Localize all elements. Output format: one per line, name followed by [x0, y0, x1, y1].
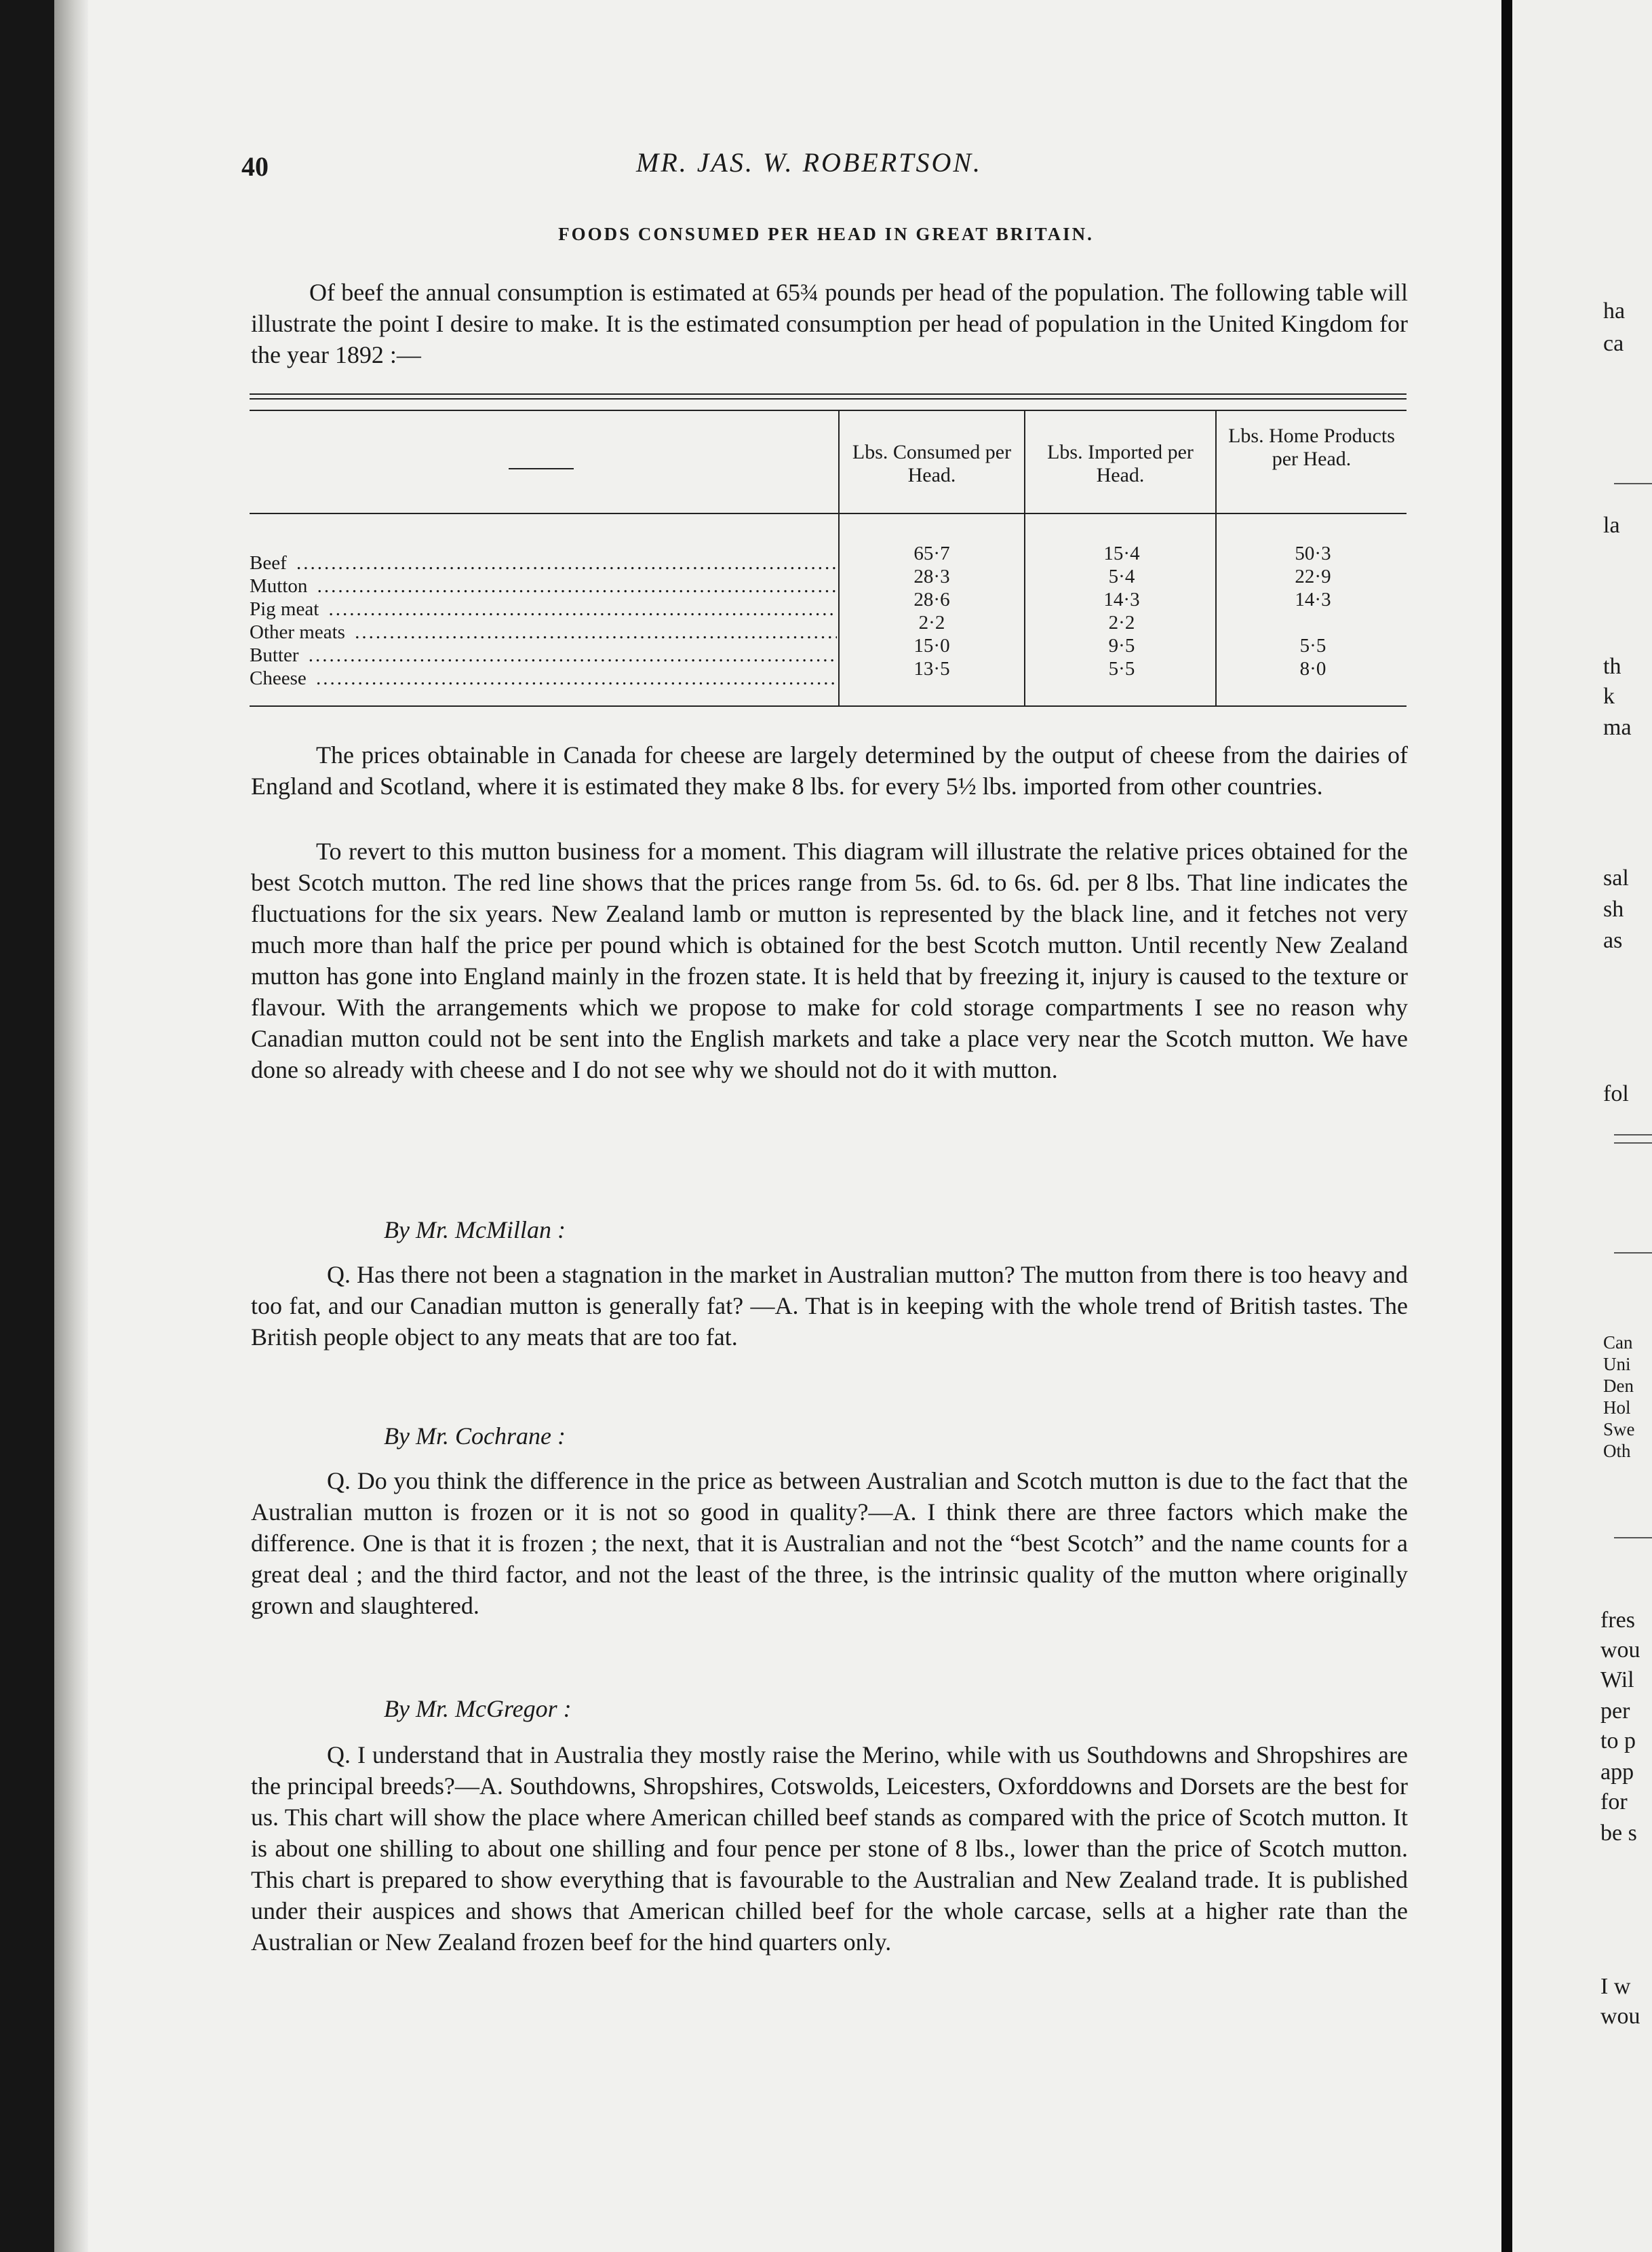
adjacent-fragment: Oth	[1603, 1441, 1631, 1461]
cell-imported: 9·5	[1108, 635, 1135, 657]
adjacent-rule	[1614, 483, 1652, 484]
adjacent-fragment: Uni	[1603, 1354, 1631, 1374]
cell-home: 5·5	[1299, 635, 1326, 657]
adjacent-fragment: I w	[1600, 1974, 1631, 1999]
cell-home: 8·0	[1299, 658, 1326, 680]
table-header-rule	[250, 410, 1407, 411]
cell-consumed: 15·0	[913, 635, 950, 657]
body-paragraph: The prices obtainable in Canada for cheese are largely determined by the output of cheese from the dairies of England and Scotland, where it is estimated they make 8 lbs. for every 5½ lbs. imported from other countries.	[251, 741, 1408, 800]
adjacent-rule	[1614, 1537, 1652, 1538]
speaker-heading: By Mr. McMillan :	[384, 1216, 566, 1243]
cell-imported: 5·5	[1108, 658, 1135, 680]
adjacent-fragment: Can	[1603, 1332, 1633, 1353]
adjacent-fragment: ha	[1603, 298, 1626, 324]
column-header-home-products: Lbs. Home Products per Head.	[1228, 425, 1395, 470]
adjacent-fragment: Hol	[1603, 1397, 1631, 1418]
cell-consumed: 65·7	[913, 543, 950, 564]
adjacent-fragment: to p	[1600, 1728, 1636, 1753]
speaker-heading: By Mr. Cochrane :	[384, 1422, 566, 1450]
adjacent-rule	[1614, 1142, 1652, 1144]
question-answer: Q. I understand that in Australia they mostly raise the Merino, while with us Southdowns and Shropshires are the principal breeds?—A. Southdowns, Shropshires, Cotswolds, Leicesters, Oxforddowns and Dorsets are the best for us. This chart will show the place where American chilled beef stands as compared with the price of Scotch mutton. It is about one shilling to about one shilling and four pence per stone of 8 lbs., lower than the price of Scotch mutton. This chart is prepared to show everything that is favourable to the Australian and New Zealand trade. It is published under their auspices and shows that American chilled beef for the whole carcase, sells at a higher rate than the Australian or New Zealand frozen beef for the hind quarters only.	[251, 1741, 1408, 1956]
adjacent-fragment: per	[1600, 1698, 1630, 1724]
question-answer: Q. Do you think the difference in the price as between Australian and Scotch mutton is due to the fact that the Australian mutton is frozen or it is not so good in quality?—A. I think there are three factors which make the difference. One is that it is frozen ; the next, that it is Australian and not the “best Scotch” and the name counts for a great deal ; and the third factor, and not the least of the three, is the intrinsic quality of the mutton where originally grown and slaughtered.	[251, 1467, 1408, 1619]
cell-imported: 15·4	[1103, 543, 1140, 564]
section-title: FOODS CONSUMED PER HEAD IN GREAT BRITAIN.	[558, 224, 1094, 244]
table-top-rule	[250, 393, 1407, 395]
cell-consumed: 28·3	[913, 566, 950, 587]
cell-imported: 14·3	[1103, 589, 1140, 610]
speaker-heading: By Mr. McGregor :	[384, 1695, 572, 1722]
page-gutter	[1501, 0, 1512, 2252]
adjacent-rule	[1614, 1134, 1652, 1135]
adjacent-fragment: th	[1603, 654, 1621, 679]
adjacent-fragment: Swe	[1603, 1419, 1635, 1439]
adjacent-fragment: k	[1603, 684, 1615, 709]
question-answer: Q. Has there not been a stagnation in the market in Australian mutton? The mutton from there is too heavy and too fat, and our Canadian mutton is generally fat? —A. That is in keeping with the whole trend of British tastes. The British people object to any meats that are too fat.	[251, 1261, 1408, 1351]
table-row-label: Mutton .....	[250, 575, 837, 597]
intro-paragraph: Of beef the annual consumption is estimated at 65¾ pounds per head of the population. The following table will illustrate the point I desire to make. It is the estimated consumption per head of population in the United Kingdom for the year 1892 :—	[251, 279, 1408, 368]
adjacent-fragment: wou	[1600, 2004, 1640, 2029]
adjacent-fragment: for	[1600, 1789, 1628, 1814]
adjacent-fragment: be s	[1600, 1821, 1637, 1846]
adjacent-fragment: fres	[1600, 1608, 1635, 1633]
adjacent-fragment: ma	[1603, 715, 1632, 740]
adjacent-fragment: ca	[1603, 331, 1624, 356]
table-row-label: Pig meat .....	[250, 598, 837, 620]
adjacent-fragment: Den	[1603, 1376, 1634, 1396]
column-header-imported: Lbs. Imported per Head.	[1047, 441, 1194, 486]
table-top-rule-2	[250, 398, 1407, 400]
adjacent-fragment: sh	[1603, 897, 1624, 922]
cell-home: 22·9	[1295, 566, 1331, 587]
cell-home: 14·3	[1295, 589, 1331, 610]
table-header-bottom-rule	[250, 513, 1407, 514]
body-paragraph: To revert to this mutton business for a moment. This diagram will illustrate the relative prices obtained for the best Scotch mutton. The red line shows that the prices range from 5s. 6d. to 6s. 6d. per 8 lbs. That line indicates the fluctuations for the six years. New Zealand lamb or mutton is represented by the black line, and it fetches not very much more than half the price per pound which is obtained for the best Scotch mutton. Until recently New Zealand mutton has gone into England mainly in the frozen state. It is held that by freezing it, injury is caused to the texture or flavour. With the arrangements which we propose to make for cold storage compartments I see no reason why Canadian mutton could not be sent into the English markets and take a place very near the Scotch mutton. We have done so already with cheese and I do not see why we should not do it with mutton.	[251, 838, 1408, 1083]
stub-header-dash	[509, 468, 574, 469]
table-row-label: Other meats .....	[250, 621, 837, 643]
cell-consumed: 28·6	[913, 589, 950, 610]
page-number: 40	[241, 151, 269, 182]
table-column-divider	[1024, 410, 1025, 705]
adjacent-fragment: app	[1600, 1760, 1634, 1785]
table-row-label: Butter .....	[250, 644, 837, 666]
adjacent-page-edge	[1512, 0, 1652, 2252]
table-column-divider	[838, 410, 840, 705]
adjacent-fragment: as	[1603, 928, 1623, 953]
adjacent-fragment: sal	[1603, 866, 1629, 891]
adjacent-fragment: wou	[1600, 1637, 1640, 1663]
page-binding-shadow	[54, 0, 88, 2252]
cell-imported: 2·2	[1108, 612, 1135, 634]
table-bottom-rule	[250, 705, 1407, 707]
cell-consumed: 2·2	[918, 612, 945, 634]
column-header-consumed: Lbs. Consumed per Head.	[852, 441, 1012, 486]
adjacent-rule	[1614, 1252, 1652, 1254]
adjacent-fragment: la	[1603, 513, 1620, 538]
cell-home: 50·3	[1295, 543, 1331, 564]
running-head: MR. JAS. W. ROBERTSON.	[636, 147, 983, 178]
adjacent-fragment: Wil	[1600, 1667, 1634, 1692]
cell-consumed: 13·5	[913, 658, 950, 680]
cell-imported: 5·4	[1108, 566, 1135, 587]
adjacent-fragment: fol	[1603, 1081, 1629, 1106]
table-row-label: Beef .....	[250, 552, 837, 574]
table-column-divider	[1215, 410, 1217, 705]
table-row-label: Cheese .....	[250, 667, 837, 689]
